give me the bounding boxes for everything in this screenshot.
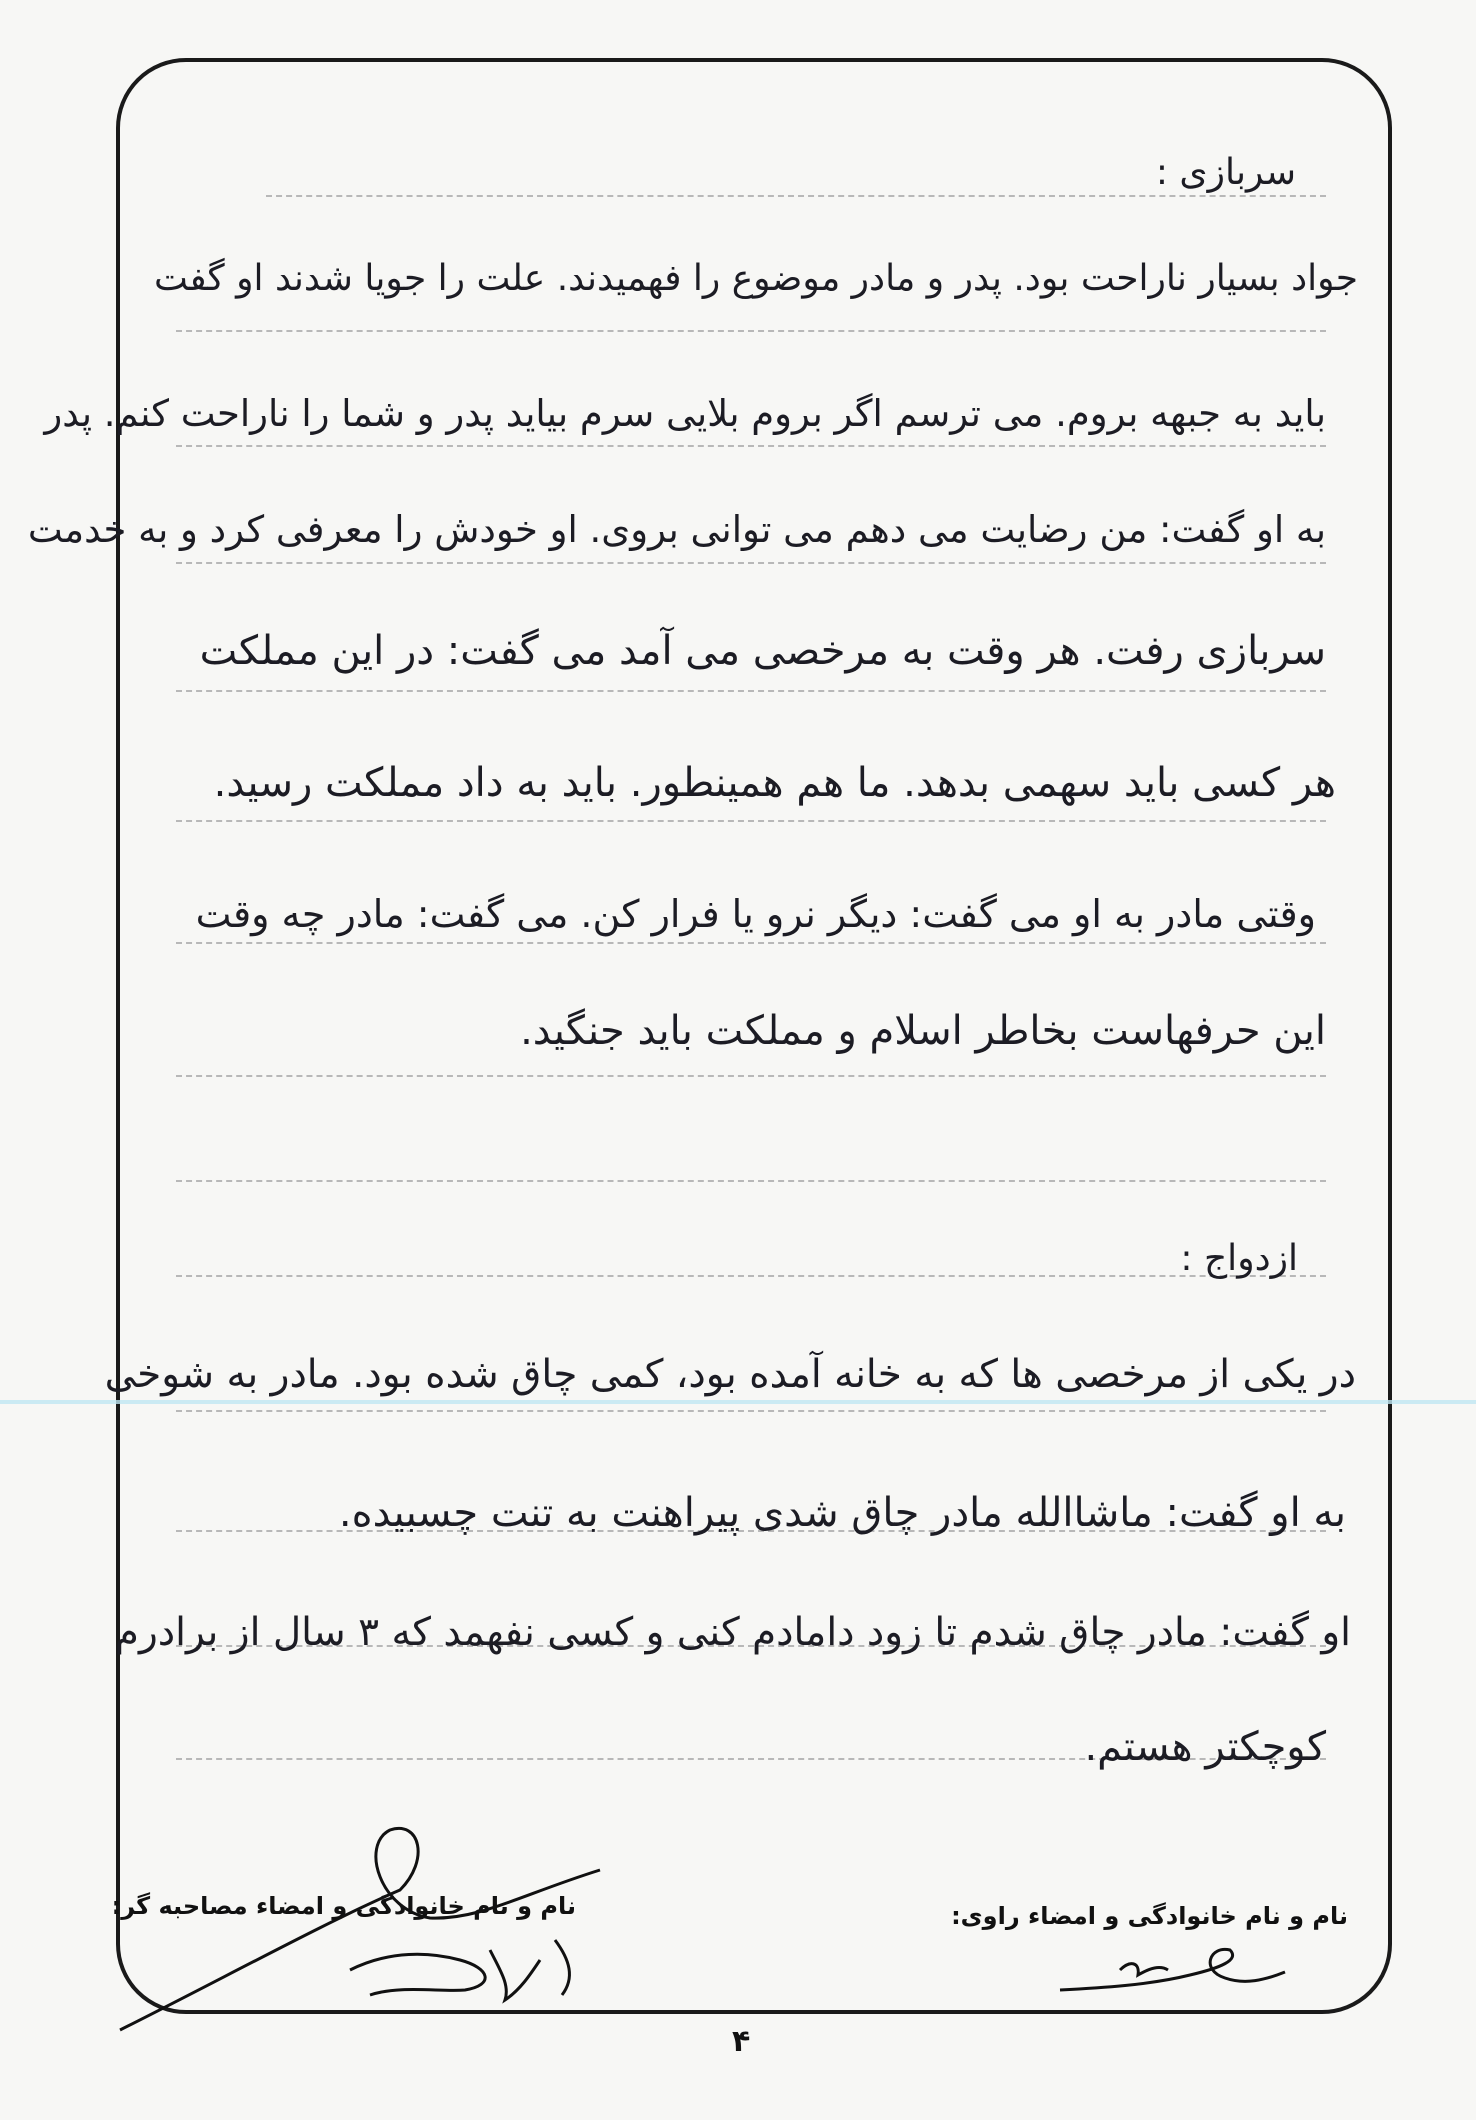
text-line: این حرفهاست بخاطر اسلام و مملکت باید جنگید. [520,1008,1326,1054]
text-line: سربازی رفت. هر وقت به مرخصی می آمد می گفت: در این مملکت [199,628,1326,674]
ruled-line [176,330,1326,332]
ruled-line [176,942,1326,944]
ruled-line [176,445,1326,447]
ruled-line [176,1075,1326,1077]
text-line: هر کسی باید سهمی بدهد. ما هم همینطور. باید به داد مملکت رسید. [213,760,1336,806]
page-number: ۴ [732,2024,751,2059]
text-line: به او گفت: ماشاالله مادر چاق شدی پیراهنت به تنت چسبیده. [338,1490,1346,1536]
ruled-line [176,820,1326,822]
text-line: او گفت: مادر چاق شدم تا زود دامادم کنی و کسی نفهمد که ۳ سال از برادرم [114,1610,1351,1655]
ruled-line [176,1275,1326,1277]
ruled-line [266,195,1326,197]
scan-artifact-line [0,1400,1476,1404]
section-heading-marriage: ازدواج : [1180,1238,1298,1279]
ruled-line [176,562,1326,564]
interviewer-signature-label: نام و نام خانوادگی و امضاء مصاحبه گر: [111,1892,576,1920]
narrator-signature-label: نام و نام خانوادگی و امضاء راوی: [951,1902,1348,1930]
ruled-line [176,690,1326,692]
text-line: باید به جبهه بروم. می ترسم اگر بروم بلایی سرم بیاید پدر و شما را ناراحت کنم. پدر [44,392,1326,435]
text-line: در یکی از مرخصی ها که به خانه آمده بود، کمی چاق شده بود. مادر به شوخی [104,1352,1356,1397]
text-line: جواد بسیار ناراحت بود. پدر و مادر موضوع را فهمیدند. علت را جویا شدند او گفت [154,258,1358,299]
text-line: وقتی مادر به او می گفت: دیگر نرو یا فرار کن. می گفت: مادر چه وقت [195,892,1316,936]
narrator-signature [1040,1930,1300,2010]
interviewer-signature [100,1800,620,2040]
ruled-line [176,1180,1326,1182]
ruled-line [176,1410,1326,1412]
text-line: به او گفت: من رضایت می دهم می توانی بروی. او خودش را معرفی کرد و به خدمت [27,508,1326,551]
section-heading-military-service: سربازی : [1155,152,1296,193]
text-line: کوچکتر هستم. [1084,1724,1326,1770]
